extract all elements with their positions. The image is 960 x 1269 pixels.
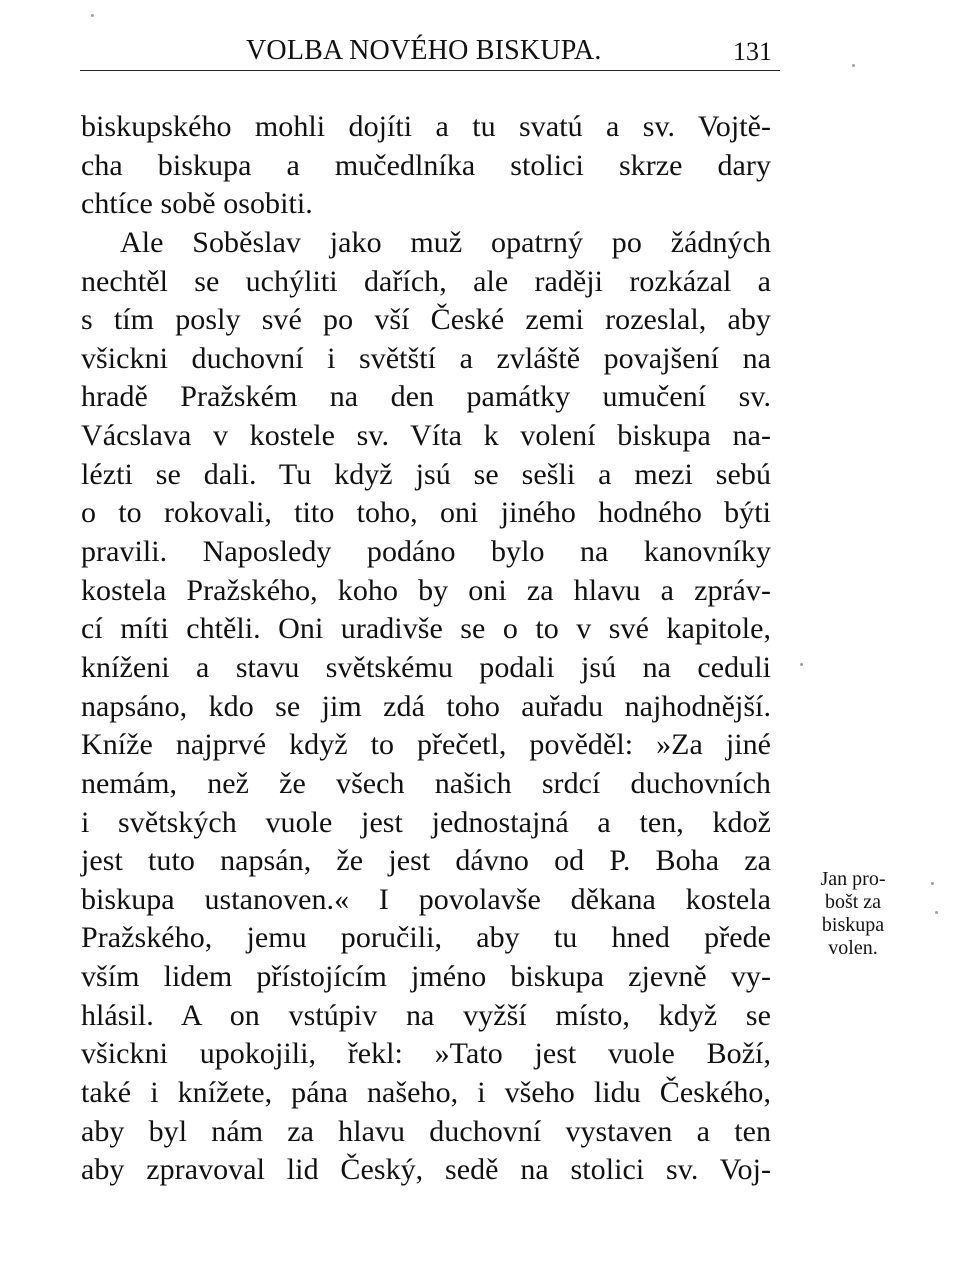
margin-note-line-2: bošt za <box>824 891 882 913</box>
text-line-7: všickni duchovní i světští a zvláště povajšení na <box>81 341 771 375</box>
running-head: VOLBA NOVÉHO BISKUPA. <box>246 35 602 66</box>
text-line-14: cí míti chtěli. Oni uradivše se o to v své kapitole, <box>81 612 771 646</box>
page-header <box>80 28 780 71</box>
text-line-12: pravili. Naposledy podáno bylo na kanovníky <box>81 535 771 569</box>
text-line-24: hlásil. A on vstúpiv na vyžší místo, když se <box>81 998 771 1032</box>
margin-note-line-3: biskupa <box>821 914 885 936</box>
text-line-8: hradě Pražském na den památky umučení sv. <box>81 380 771 414</box>
text-line-25: všickni upokojili, řekl: »Tato jest vuole Boží, <box>81 1037 771 1071</box>
text-line-27: aby byl nám za hlavu duchovní vystaven a ten <box>81 1114 771 1148</box>
text-line-15: kníženi a stavu světskému podali jsú na ceduli <box>81 650 771 684</box>
text-line-28: aby zpravoval lid Český, sedě na stolici sv. Voj- <box>81 1153 771 1187</box>
text-line-18: nemám, než že všech našich srdcí duchovních <box>81 766 771 800</box>
text-line-4: Ale Soběslav jako muž opatrný po žádných <box>120 225 771 259</box>
paper-speck <box>931 882 934 885</box>
text-line-26: také i knížete, pána našeho, i všeho lidu Českého, <box>81 1076 771 1110</box>
text-line-1: biskupského mohli dojíti a tu svatú a sv. Vojtě- <box>81 110 771 143</box>
text-line-23: vším lidem přístojícím jméno biskupa zjevně vy- <box>81 960 771 994</box>
text-line-20: jest tuto napsán, že jest dávno od P. Boha za <box>81 844 771 878</box>
paper-speck <box>91 14 94 17</box>
margin-note-line-1: Jan pro- <box>820 868 886 890</box>
paper-speck <box>800 663 803 666</box>
text-line-21: biskupa ustanoven.« I povolavše děkana kostela <box>81 882 771 916</box>
text-line-10: lézti se dali. Tu když jsú se sešli a mezi sebú <box>81 457 771 491</box>
text-line-22: Pražského, jemu poručili, aby tu hned přede <box>81 921 771 955</box>
margin-note-line-4: volen. <box>828 937 878 959</box>
margin-note <box>798 868 908 960</box>
text-line-5: nechtěl se uchýliti dařích, ale raději rozkázal a <box>81 264 771 298</box>
paper-speck <box>935 911 938 914</box>
paper-speck <box>852 64 855 67</box>
text-line-13: kostela Pražského, koho by oni za hlavu a zpráv- <box>81 573 771 607</box>
text-line-9: Vácslava v kostele sv. Víta k volení biskupa na- <box>81 419 771 453</box>
text-line-2: cha biskupa a mučedlníka stolici skrze dary <box>81 148 771 182</box>
text-line-16: napsáno, kdo se jim zdá toho auřadu najhodnější. <box>81 689 771 723</box>
text-line-6: s tím posly své po vší České zemi rozeslal, aby <box>81 303 771 337</box>
text-line-19: i světských vuole jest jednostajná a ten, kdož <box>81 805 771 839</box>
text-line-11: o to rokovali, tito toho, oni jiného hodného býti <box>81 496 771 530</box>
text-line-3: chtíce sobě osobiti. <box>81 187 313 221</box>
body-text <box>81 108 771 1190</box>
page-number: 131 <box>733 37 772 66</box>
text-line-17: Kníže najprvé když to přečetl, pověděl: »Za jiné <box>81 728 771 762</box>
